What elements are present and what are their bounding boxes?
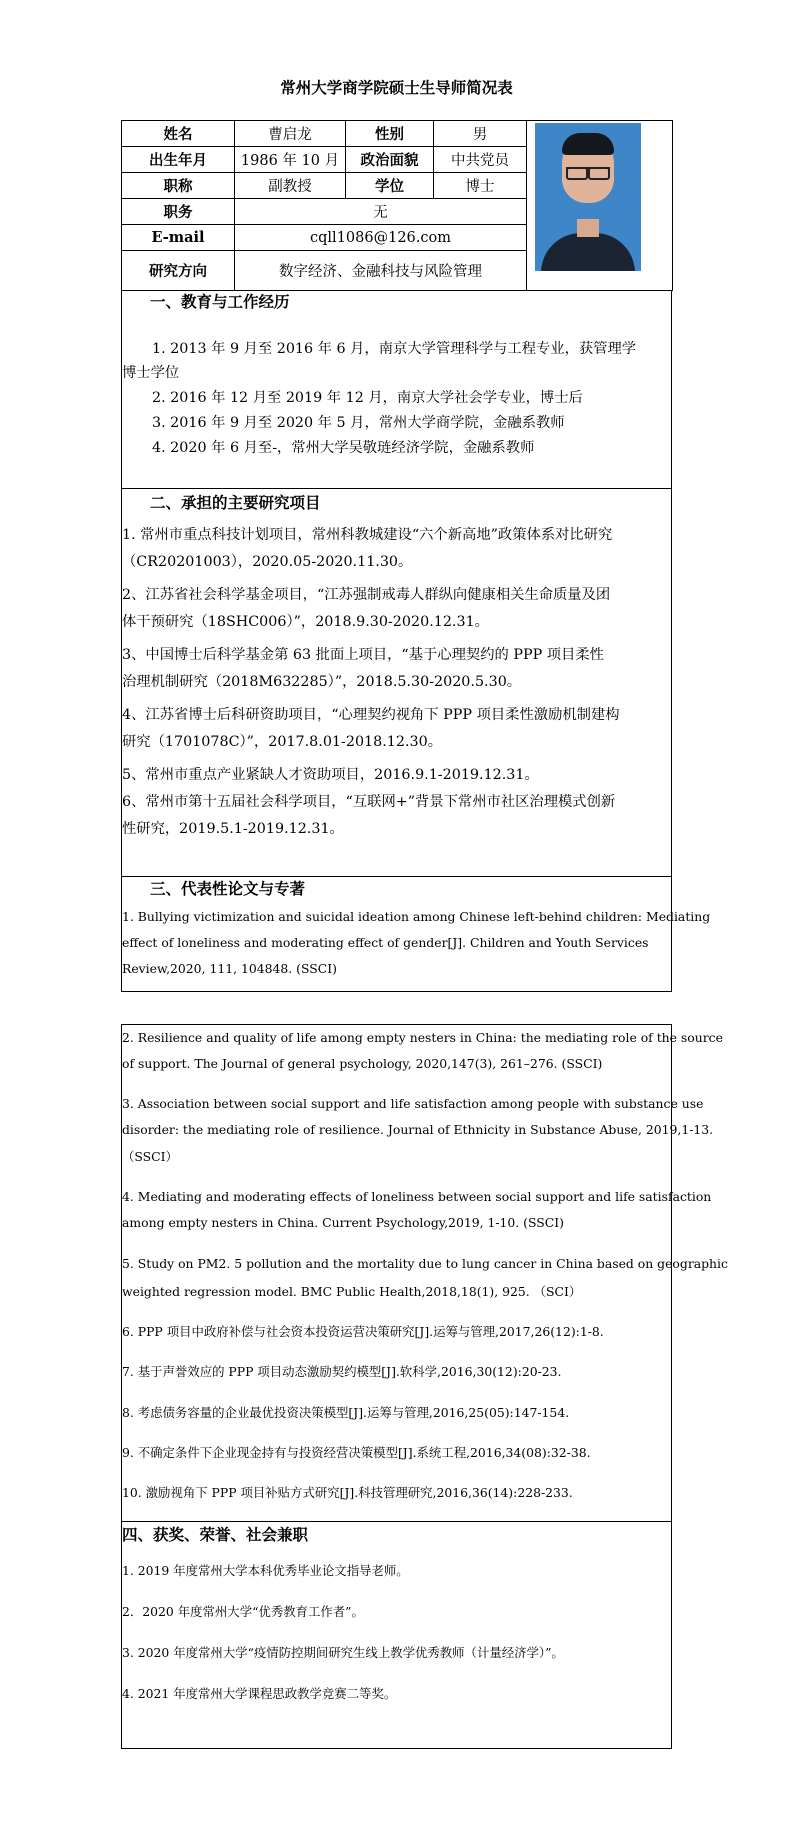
politics-label: 政治面貌 bbox=[346, 147, 434, 173]
email-value: cqll1086@126.com bbox=[235, 225, 527, 251]
paper-line: 10. 激励视角下 PPP 项目补贴方式研究[J].科技管理研究,2016,36(14):228-233. bbox=[122, 1485, 573, 1500]
rank-label: 职称 bbox=[122, 173, 235, 199]
award-line: 3. 2020 年度常州大学“疫情防控期间研究生线上教学优秀教师（计量经济学）”。 bbox=[122, 1645, 564, 1660]
project-line: 4、江苏省博士后科研资助项目，“心理契约视角下 PPP 项目柔性激励机制建构 bbox=[122, 707, 620, 723]
project-line: 研究（1701078C）”，2017.8.01-2018.12.30。 bbox=[122, 734, 443, 750]
education-line: 1. 2013 年 9 月至 2016 年 6 月，南京大学管理科学与工程专业，获管理学 bbox=[152, 341, 637, 357]
project-line: 治理机制研究（2018M632285）”，2018.5.30-2020.5.30。 bbox=[122, 674, 522, 690]
section-heading: 三、代表性论文与专著 bbox=[150, 879, 306, 898]
paper-line: 5. Study on PM2. 5 pollution and the mortality due to lung cancer in China based on geographic bbox=[122, 1256, 728, 1271]
paper-line: 7. 基于声誉效应的 PPP 项目动态激励契约模型[J].软科学,2016,30(12):20-23. bbox=[122, 1364, 562, 1379]
project-line: 性研究，2019.5.1-2019.12.31。 bbox=[122, 821, 344, 837]
projects-section bbox=[121, 488, 672, 877]
paper-line: 3. Association between social support and life satisfaction among people with substance use bbox=[122, 1096, 704, 1111]
project-line: （CR20201003），2020.05-2020.11.30。 bbox=[122, 554, 413, 570]
name-value: 曹启龙 bbox=[235, 121, 346, 147]
award-line: 1. 2019 年度常州大学本科优秀毕业论文指导老师。 bbox=[122, 1563, 409, 1578]
section-heading: 二、承担的主要研究项目 bbox=[150, 493, 321, 512]
project-line: 2、江苏省社会科学基金项目，“江苏强制戒毒人群纵向健康相关生命质量及团 bbox=[122, 587, 611, 603]
project-line: 体干预研究（18SHC006）”，2018.9.30-2020.12.31。 bbox=[122, 614, 489, 630]
award-line: 4. 2021 年度常州大学课程思政教学竞赛二等奖。 bbox=[122, 1686, 397, 1701]
paper-line: 1. Bullying victimization and suicidal ideation among Chinese left-behind children: Mediating bbox=[122, 909, 711, 924]
awards-section bbox=[121, 1521, 672, 1749]
papers-section bbox=[121, 876, 711, 992]
project-line: 6、常州市第十五届社会科学项目，“互联网+”背景下常州市社区治理模式创新 bbox=[122, 794, 616, 810]
paper-line: （SSCI） bbox=[122, 1149, 178, 1164]
research-label: 研究方向 bbox=[122, 251, 235, 291]
gender-value: 男 bbox=[434, 121, 527, 147]
portrait-photo bbox=[535, 123, 641, 271]
politics-value: 中共党员 bbox=[434, 147, 527, 173]
education-line: 3. 2016 年 9 月至 2020 年 5 月，常州大学商学院，金融系教师 bbox=[152, 415, 565, 431]
email-label: E-mail bbox=[122, 225, 235, 251]
gender-label: 性别 bbox=[346, 121, 434, 147]
paper-line: 8. 考虑债务容量的企业最优投资决策模型[J].运筹与管理,2016,25(05):147-154. bbox=[122, 1405, 570, 1420]
rank-value: 副教授 bbox=[235, 173, 346, 199]
page-title: 常州大学商学院硕士生导师简况表 bbox=[280, 78, 513, 97]
degree-value: 博士 bbox=[434, 173, 527, 199]
education-line: 4. 2020 年 6 月至-，常州大学吴敬琏经济学院，金融系教师 bbox=[152, 440, 535, 456]
education-line: 博士学位 bbox=[122, 365, 180, 381]
project-line: 1. 常州市重点科技计划项目，常州科教城建设“六个新高地”政策体系对比研究 bbox=[122, 527, 613, 543]
degree-label: 学位 bbox=[346, 173, 434, 199]
post-value: 无 bbox=[235, 199, 527, 225]
section-heading: 四、获奖、荣誉、社会兼职 bbox=[122, 1525, 309, 1544]
name-label: 姓名 bbox=[122, 121, 235, 147]
photo-cell bbox=[527, 121, 673, 291]
paper-line: 4. Mediating and moderating effects of loneliness between social support and life satisfaction bbox=[122, 1189, 712, 1204]
paper-line: 9. 不确定条件下企业现金持有与投资经营决策模型[J].系统工程,2016,34(08):32-38. bbox=[122, 1445, 591, 1460]
research-value: 数字经济、金融科技与风险管理 bbox=[235, 251, 527, 291]
paper-line: weighted regression model. BMC Public Health,2018,18(1), 925. （SCI） bbox=[122, 1284, 582, 1299]
birth-value: 1986 年 10 月 bbox=[235, 147, 346, 173]
paper-line: 6. PPP 项目中政府补偿与社会资本投资运营决策研究[J].运筹与管理,2017,26(12):1-8. bbox=[122, 1324, 604, 1339]
paper-line: disorder: the mediating role of resilience. Journal of Ethnicity in Substance Abuse, 2019,1-13. bbox=[122, 1122, 714, 1137]
papers-continued-section bbox=[121, 1024, 728, 1522]
award-line: 2．2020 年度常州大学“优秀教育工作者”。 bbox=[122, 1604, 364, 1619]
paper-line: effect of loneliness and moderating effect of gender[J]. Children and Youth Services bbox=[122, 935, 649, 950]
project-line: 3、中国博士后科学基金第 63 批面上项目，“基于心理契约的 PPP 项目柔性 bbox=[122, 647, 604, 663]
project-line: 5、常州市重点产业紧缺人才资助项目，2016.9.1-2019.12.31。 bbox=[122, 767, 539, 783]
section-heading: 一、教育与工作经历 bbox=[150, 292, 290, 311]
education-section bbox=[121, 290, 672, 489]
paper-line: 2. Resilience and quality of life among empty nesters in China: the mediating role of the source bbox=[122, 1030, 723, 1045]
paper-line: Review,2020, 111, 104848. (SSCI) bbox=[122, 961, 337, 976]
paper-line: among empty nesters in China. Current Psychology,2019, 1-10. (SSCI) bbox=[122, 1215, 564, 1230]
birth-label: 出生年月 bbox=[122, 147, 235, 173]
post-label: 职务 bbox=[122, 199, 235, 225]
education-line: 2. 2016 年 12 月至 2019 年 12 月，南京大学社会学专业，博士后 bbox=[152, 390, 583, 406]
profile-table bbox=[121, 120, 673, 291]
paper-line: of support. The Journal of general psychology, 2020,147(3), 261–276. (SSCI) bbox=[122, 1056, 603, 1071]
